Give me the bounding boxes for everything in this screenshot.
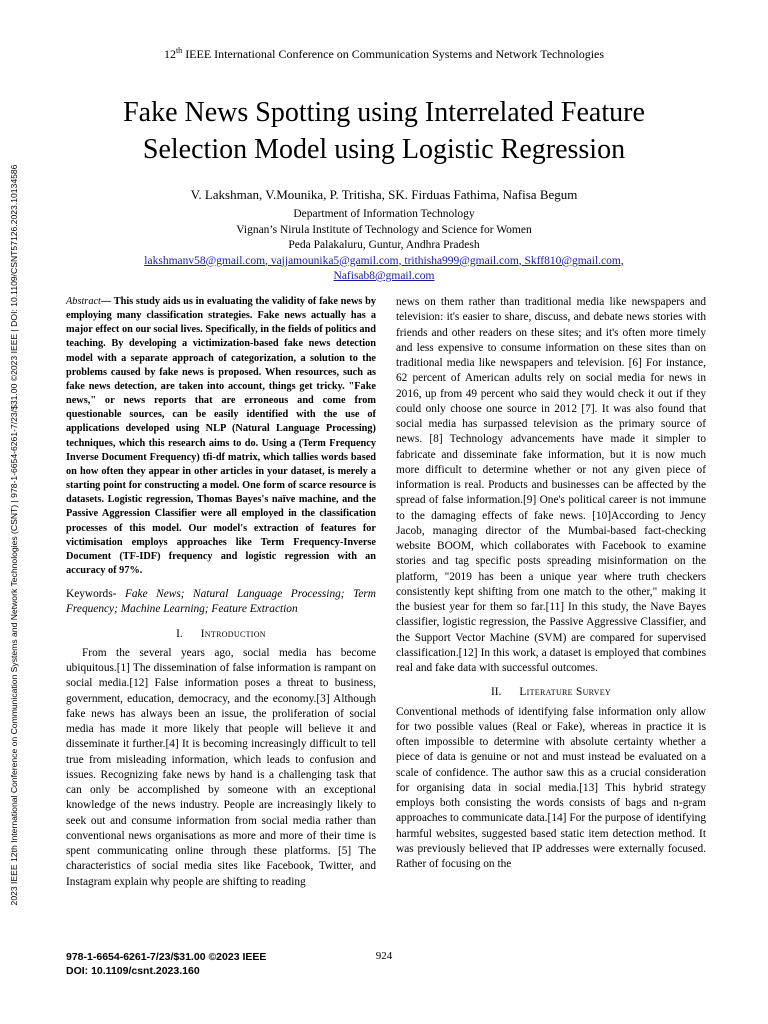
paper-title: [60, 94, 708, 168]
abstract-dash: —: [100, 296, 114, 307]
right-column: [396, 295, 706, 872]
footer-isbn: 978-1-6654-6261-7/23/$31.00 ©2023 IEEE: [66, 951, 267, 963]
conf-ordinal: th: [175, 46, 183, 55]
introduction-continued-paragraph: news on them rather than traditional media like newspapers and television: it's easier to share, discuss, and debate news stories with friends and other readers on these sites; and it's often more timely and less expensive to consume information on these sites than on traditional media like newspapers and television. [6] For instance, 62 percent of American adults rely on social media for news in 2016, up from 49 percent who said they would check it out if they could only choose one source in 2012 [7]. It was also found that social media has surpassed television as the primary source of news. [8] Technology advancements have made it simpler to fabricate and disseminate fake information, but it is now much more difficult to determine whether or not any given piece of information is real. Products and businesses can be affected by the spread of false information.[9] One's political career is not immune to the damaging effects of fake news. [10]According to Jency Jacob, managing director of the Mumbai-based fact-checking website BOOM, which collaborates with Facebook to examine stories and tag specific posts spreading misinformation on the platform, "2019 has been a unique year where truth checkers consistently kept shifting from one match to the other," making it the busiest year for them so far.[11] In this study, the Nave Bayes classifier, logistic regression, the Passive Aggressive Classifier, and the Support Vector Machine (SVM) are compared for supervised classification.[12] In this work, a dataset is employed that combines real and fake data with successful outcomes.: [396, 296, 706, 674]
abstract-label: Abstract: [66, 296, 101, 307]
title-line-1: Fake News Spotting using Interrelated Feature: [123, 97, 645, 128]
footer-doi: DOI: 10.1109/csnt.2023.160: [66, 965, 200, 977]
email-links-line-1[interactable]: lakshmanv58@gmail.com, vajjamounika5@gamil.com, trithisha999@gmail.com, Skff810@gmail.com,: [144, 254, 624, 267]
keywords: [66, 587, 376, 618]
affiliation-block: [0, 207, 768, 285]
department: Department of Information Technology: [293, 208, 475, 220]
conf-number: 12: [163, 47, 176, 61]
section-number: II.: [490, 686, 502, 699]
section-heading-introduction: [66, 627, 376, 642]
abstract: [66, 295, 376, 578]
conference-header: [0, 46, 768, 62]
introduction-paragraph: From the several years ago, social media has become ubiquitous.[1] The dissemination of false information is rampant on social media.[12] False information poses a threat to business, government, education, democracy, and the economy.[3] Although fake news has always been an issue, the proliferation of social media has made it more likely that people will believe it and disseminate it further.[4] It is becoming increasingly difficult to tell true from misleading information, which leads to confusion and issues. Recognizing fake news by hand is a challenging task that can only be accomplished by someone with an exceptional knowledge of the news industry. People are increasingly likely to seek out and consume information from social media rather than conventional news organisations as more and more of their time is spent communicating online through these platforms. [5] The characteristics of social media sites like Facebook, Twitter, and Instagram explain why people are shifting to reading: [66, 646, 376, 888]
page-number: 924: [375, 950, 393, 962]
email-links-line-2[interactable]: Nafisab8@gmail.com: [333, 270, 435, 282]
section-number: I.: [176, 627, 183, 640]
left-column: [66, 295, 376, 890]
section-title: Literature Survey: [519, 686, 612, 699]
abstract-text: This study aids us in evaluating the validity of fake news by employing many classification strategies. Fake news actually has a major effect on our social lives. Specifically, in the fields of politics and teaching. By developing a victimization-based fake news detection model with a separate approach of categorization, a solution to the problems caused by fake news is proposed. When resources, such as fake news detection, are taken into account, things get tricky. "Fake news," or news reports that are erroneous and come from questionable sources, can be easily identified with the use of applications developed using NLP (Natural Language Processing) techniques, which this research aims to do. Using a (Term Frequency Inverse Document Frequency) tfi-df matrix, which tallies words based on how often they appear in other articles in your dataset, is merely a starting point for constructing a model. One form of scarce resource is datasets. Logistic regression, Thomas Bayes's naïve machine, and the Passive Aggression Classifier were all employed in the classification processes of this model. Our model's extraction of features for victimisation employs approaches like Term Frequency-Inverse Document (TF-IDF) frequency and logistic regression with an accuracy of 97%.: [66, 296, 377, 576]
keywords-text: Fake News; Natural Language Processing; Term Frequency; Machine Learning; Feature Extraction: [66, 588, 377, 616]
conf-name: IEEE International Conference on Communication Systems and Network Technologies: [182, 47, 605, 61]
keywords-label: Keywords-: [66, 588, 125, 601]
section-title: Introduction: [200, 627, 266, 640]
title-line-2: Selection Model using Logistic Regression: [142, 134, 626, 165]
location: Peda Palakaluru, Guntur, Andhra Pradesh: [288, 239, 480, 251]
institute: Vignan’s Nirula Institute of Technology and Science for Women: [236, 223, 532, 236]
author-list: V. Lakshman, V.Mounika, P. Tritisha, SK. Firduas Fathima, Nafisa Begum: [190, 187, 578, 202]
sidebar-citation-text: 2023 IEEE 12th International Conference on Communication Systems and Network Technologies (CSNT) | 978-1-6654-6261-7/23/$31.00 ©2023 IEEE | DOI: 10.1109/CSNT57126.2023.10134586: [9, 164, 19, 906]
literature-survey-paragraph: Conventional methods of identifying false information only allow for two possible values (Real or Fake), whereas in practice it is often impossible to determine with absolute certainty whether a piece of data is genuine or not and must instead be evaluated on a scale of confidence. The author saw this as a crucial consideration for organising data in social media.[13] This hybrid strategy employs both consisting the words consists of bags and n-gram approaches to communicate data.[14] For the purpose of identifying harmful websites, suggested based static item detection method. It was previously believed that IP addresses were externally focused. Rather of focusing on the: [396, 705, 706, 870]
section-heading-literature-survey: [396, 685, 706, 700]
